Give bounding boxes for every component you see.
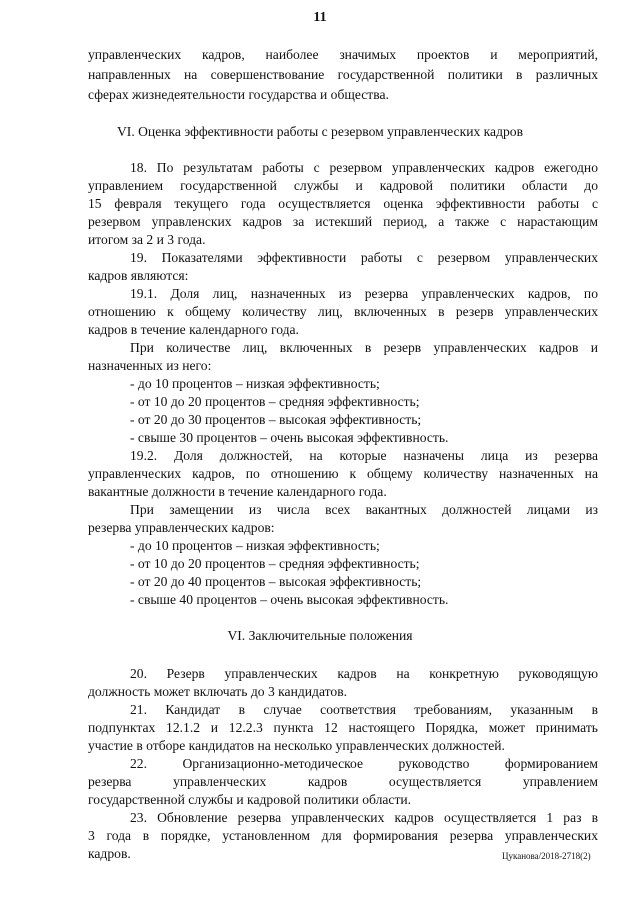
paragraph-19-1-line: отношению к общему количеству лиц, включенных в резерв управленческих xyxy=(88,304,598,319)
paragraph-18-line: итогом за 2 и 3 года. xyxy=(88,232,206,247)
intro-line: направленных на совершенствование государственной политики в различных xyxy=(88,67,598,82)
paragraph-19-2-line: 19.2. Доля должностей, на которые назначены лица из резерва xyxy=(130,448,598,463)
scale-item: - свыше 30 процентов – очень высокая эффективность. xyxy=(130,430,449,445)
scale-item: - от 10 до 20 процентов – средняя эффективность; xyxy=(130,556,420,571)
paragraph-23-line: кадров. xyxy=(88,846,131,861)
paragraph-20-line: 20. Резерв управленческих кадров на конкретную руководящую xyxy=(130,666,598,681)
paragraph-18-line: управлением государственной службы и кадровой политики области до xyxy=(88,178,598,193)
paragraph-18-line: резервом управленских кадров за истекший период, а также с нарастающим xyxy=(88,214,598,229)
paragraph-23-line: 23. Обновление резерва управленческих кадров осуществляется 1 раз в xyxy=(130,810,598,825)
scale-item: - от 20 до 30 процентов – высокая эффективность; xyxy=(130,412,422,427)
paragraph-19-2-line: вакантные должности в течение календарного года. xyxy=(88,484,387,499)
paragraph-22-line: 22. Организационно-методическое руководство формированием xyxy=(130,756,598,771)
footer-code: Цуканова/2018-2718(2) xyxy=(502,851,591,861)
paragraph-18-line: 15 февраля текущего года осуществляется оценка эффективности работы с xyxy=(88,196,598,211)
paragraph-19-1-line: кадров в течение календарного года. xyxy=(88,322,299,337)
scale-item: - до 10 процентов – низкая эффективность; xyxy=(130,376,380,391)
paragraph-21-line: подпунктах 12.1.2 и 12.2.3 пункта 12 настоящего Порядка, может принимать xyxy=(88,720,598,735)
section-title: VI. Заключительные положения xyxy=(227,628,413,643)
scale-intro-line: При замещении из числа всех вакантных должностей лицами из xyxy=(130,502,598,517)
paragraph-19-line: кадров являются: xyxy=(88,268,189,283)
scale-intro-line: назначенных из него: xyxy=(88,358,212,373)
scale-item: - от 20 до 40 процентов – высокая эффективность; xyxy=(130,574,422,589)
section-title: VI. Оценка эффективности работы с резервом управленческих кадров xyxy=(116,124,524,139)
paragraph-22-line: резерва управленческих кадров осуществляется управлением xyxy=(88,774,598,789)
paragraph-19-line: 19. Показателями эффективности работы с резервом управленческих xyxy=(130,250,598,265)
paragraph-19-2-line: управленческих кадров, по отношению к общему количеству назначенных на xyxy=(88,466,598,481)
scale-item: - от 10 до 20 процентов – средняя эффективность; xyxy=(130,394,420,409)
page-number: 11 xyxy=(313,10,327,25)
paragraph-23-line: 3 года в порядке, установленном для формирования резерва управленческих xyxy=(88,828,598,843)
scale-intro-line: При количестве лиц, включенных в резерв управленческих кадров и xyxy=(130,340,598,355)
scale-item: - до 10 процентов – низкая эффективность; xyxy=(130,538,380,553)
paragraph-22-line: государственной службы и кадровой политики области. xyxy=(88,792,412,807)
paragraph-21-line: 21. Кандидат в случае соответствия требованиям, указанным в xyxy=(130,702,598,717)
paragraph-21-line: участие в отборе кандидатов на несколько управленческих должностей. xyxy=(88,738,505,753)
scale-item: - свыше 40 процентов – очень высокая эффективность. xyxy=(130,592,449,607)
paragraph-19-1-line: 19.1. Доля лиц, назначенных из резерва управленческих кадров, по xyxy=(130,286,598,301)
paragraph-18-line: 18. По результатам работы с резервом управленческих кадров ежегодно xyxy=(130,160,598,175)
paragraph-20-line: должность может включать до 3 кандидатов. xyxy=(88,684,348,699)
scale-intro-line: резерва управленческих кадров: xyxy=(88,520,275,535)
intro-line: сферах жизнедеятельности государства и общества. xyxy=(88,87,389,102)
intro-line: управленческих кадров, наиболее значимых проектов и мероприятий, xyxy=(88,47,598,62)
